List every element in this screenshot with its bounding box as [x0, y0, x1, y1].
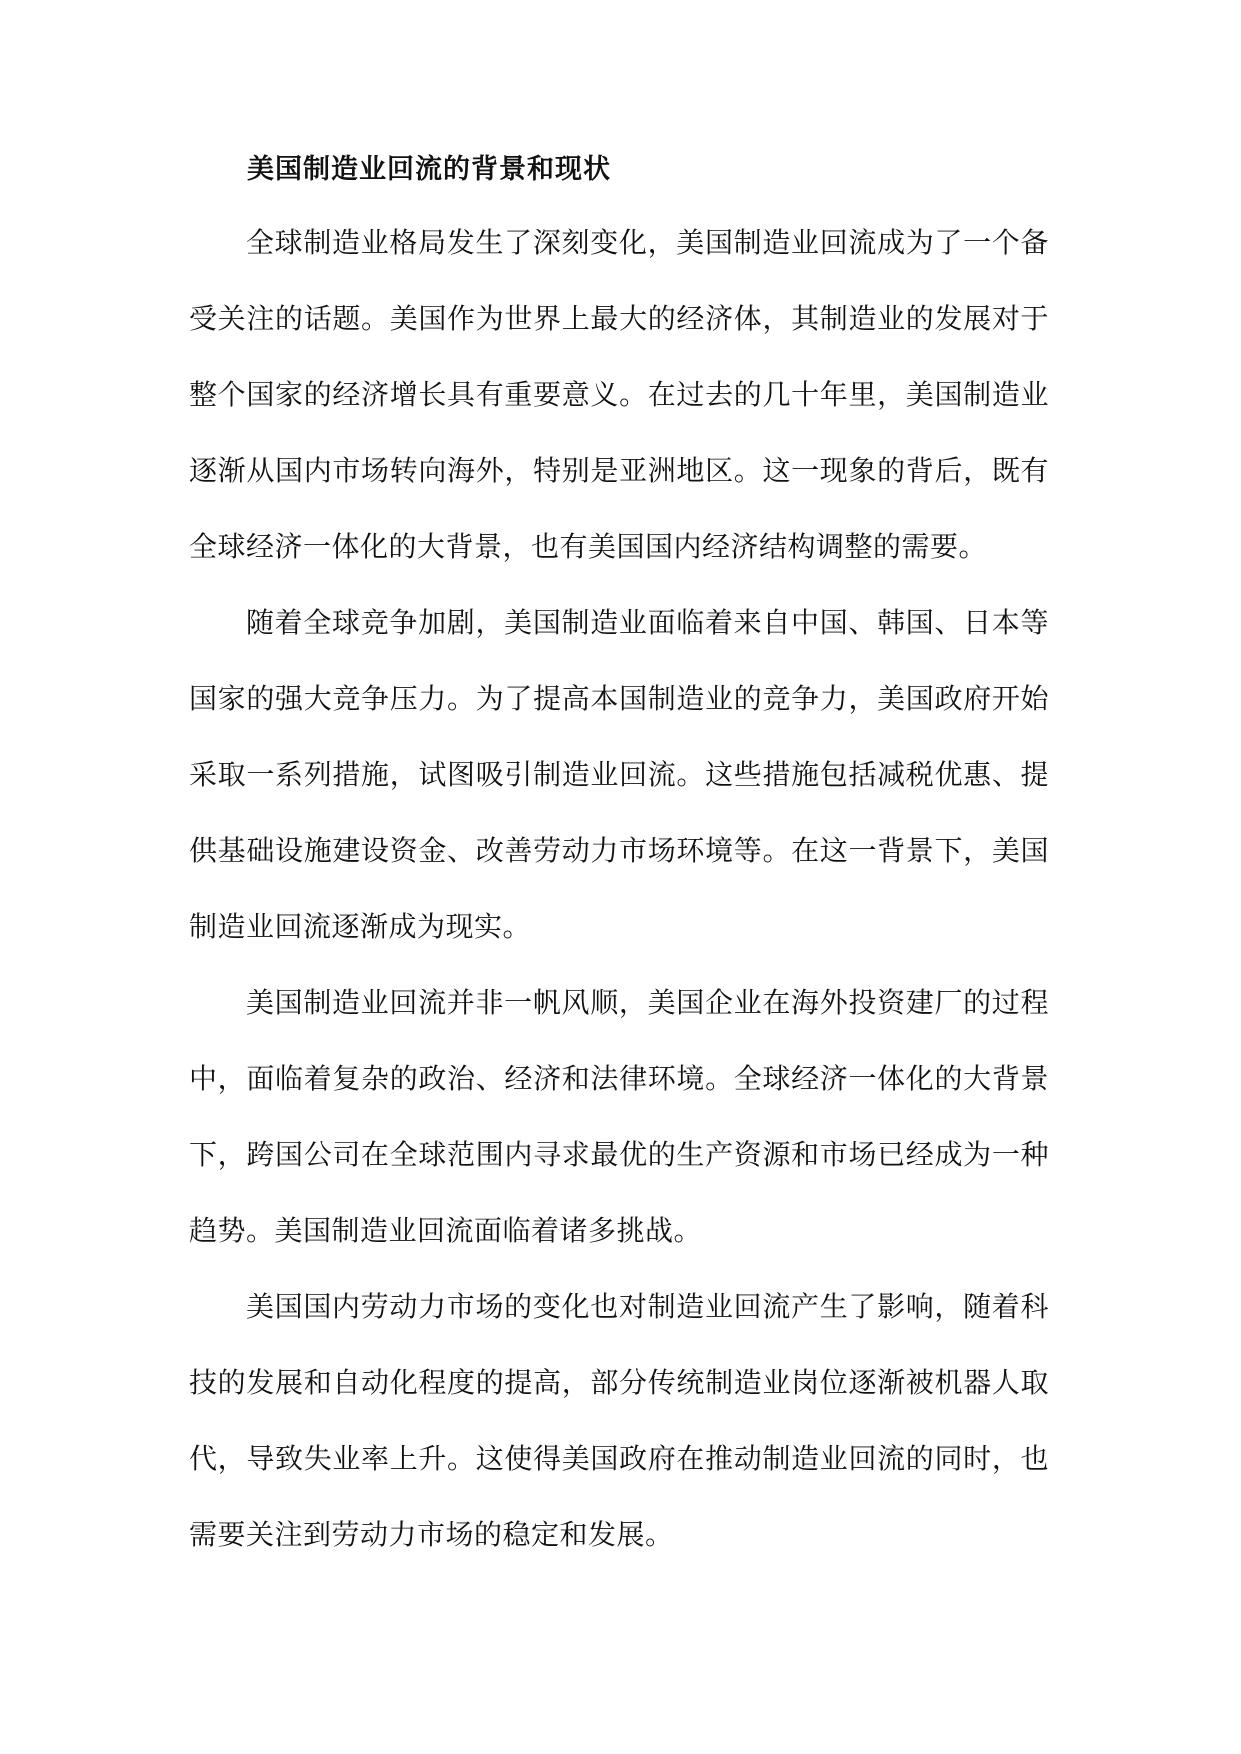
paragraph-1: 全球制造业格局发生了深刻变化，美国制造业回流成为了一个备受关注的话题。美国作为世界上最大的经济体，其制造业的发展对于整个国家的经济增长具有重要意义。在过去的几十年里，美国制造业逐渐从国内市场转向海外，特别是亚洲地区。这一现象的背后，既有全球经济一体化的大背景，也有美国国内经济结构调整的需要。	[189, 226, 1049, 563]
document-body	[189, 138, 1049, 1573]
page-title: 美国制造业回流的背景和现状	[247, 154, 611, 185]
paragraph-3: 美国制造业回流并非一帆风顺，美国企业在海外投资建厂的过程中，面临着复杂的政治、经济和法律环境。全球经济一体化的大背景下，跨国公司在全球范围内寻求最优的生产资源和市场已经成为一种趋势。美国制造业回流面临着诸多挑战。	[189, 986, 1049, 1247]
paragraph-2: 随着全球竞争加剧，美国制造业面临着来自中国、韩国、日本等国家的强大竞争压力。为了提高本国制造业的竞争力，美国政府开始采取一系列措施，试图吸引制造业回流。这些措施包括减税优惠、提供基础设施建设资金、改善劳动力市场环境等。在这一背景下，美国制造业回流逐渐成为现实。	[189, 606, 1049, 943]
paragraph-4: 美国国内劳动力市场的变化也对制造业回流产生了影响，随着科技的发展和自动化程度的提高，部分传统制造业岗位逐渐被机器人取代，导致失业率上升。这使得美国政府在推动制造业回流的同时，也需要关注到劳动力市场的稳定和发展。	[189, 1290, 1049, 1551]
